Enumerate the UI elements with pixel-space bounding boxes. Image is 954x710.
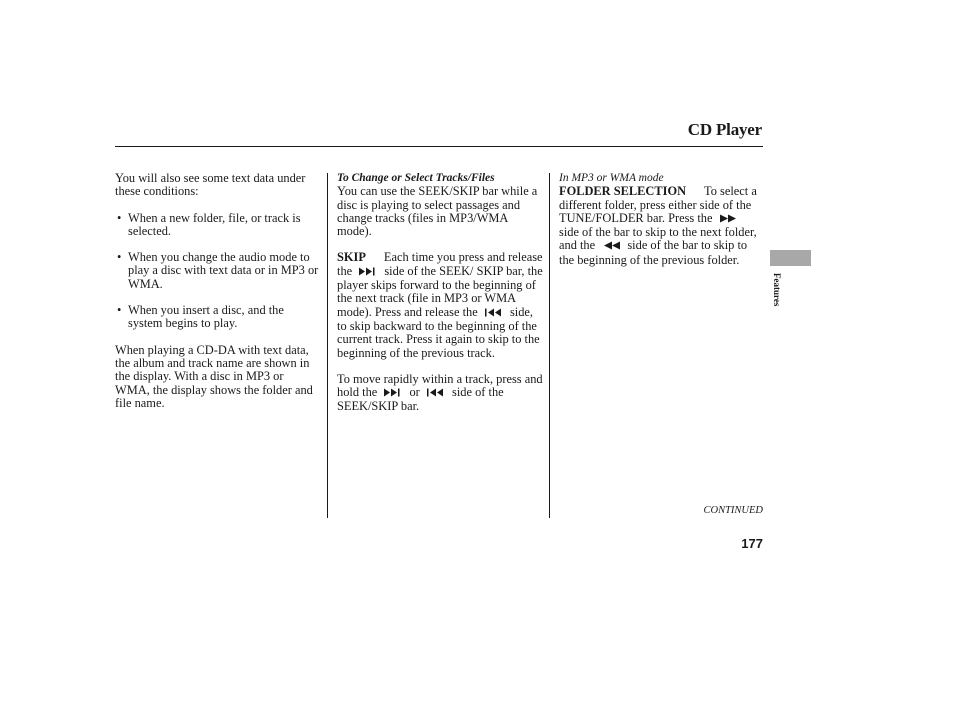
list-item: • When a new folder, file, or track is selected. [115, 212, 320, 239]
section-tab [770, 250, 811, 266]
list-item: • When you insert a disc, and the system begins to play. [115, 304, 320, 331]
column-1-closing: When playing a CD-DA with text data, the album and track name are shown in the display. With a disc in MP3 or WMA, the display shows the folder and file name. [115, 342, 313, 410]
skip-text-2: side of the SEEK/ SKIP bar, the player skips forward to the beginning of the next track (file in MP3 or WMA mode). Press and release the [337, 263, 543, 319]
continued-label: CONTINUED [703, 505, 763, 516]
title-rule [115, 146, 763, 147]
page-title: CD Player [687, 120, 762, 139]
skip-back-icon [426, 387, 446, 400]
section-heading: To Change or Select Tracks/Files [337, 172, 495, 184]
move-text-2: side of the SEEK/SKIP bar. [337, 385, 504, 414]
column-1-intro: You will also see some text data under these conditions: [115, 171, 306, 199]
move-paragraph [337, 373, 543, 414]
column-2-intro: You can use the SEEK/SKIP bar while a disc is playing to select passages and change tracks (files in MP3/WMA mode). [337, 184, 538, 239]
skip-forward-icon [358, 266, 378, 279]
column-1 [115, 172, 320, 410]
folder-text-2: side of the bar to skip to the next folder, and the [559, 225, 757, 253]
folder-text-1: To select a different folder, press either side of the TUNE/FOLDER bar. Press the [559, 184, 757, 225]
skip-paragraph [337, 251, 543, 359]
skip-label: SKIP [337, 250, 366, 265]
column-3 [559, 172, 763, 267]
list-item: • When you change the audio mode to play a disc with text data or in MP3 or WMA. [115, 251, 320, 291]
folder-label: FOLDER SELECTION [559, 184, 687, 199]
fast-forward-icon [719, 213, 739, 226]
column-divider-1 [327, 173, 328, 518]
skip-text-1: Each time you press and release the [337, 250, 543, 278]
skip-text-3: side, to skip backward to the beginning of the current track. Press it again to skip to the beginning of the previous track. [337, 304, 540, 360]
folder-paragraph [559, 185, 763, 267]
rewind-icon [601, 240, 621, 253]
column-divider-2 [549, 173, 550, 518]
move-or: or [409, 385, 420, 400]
folder-text-3: side of the bar to skip to the beginning of the previous folder. [559, 238, 748, 267]
skip-forward-icon [383, 387, 403, 400]
mode-heading: In MP3 or WMA mode [559, 172, 664, 184]
page-number: 177 [741, 536, 763, 551]
move-text-1: To move rapidly within a track, press and hold the [337, 371, 543, 400]
skip-back-icon [484, 307, 504, 320]
column-2 [337, 172, 543, 414]
